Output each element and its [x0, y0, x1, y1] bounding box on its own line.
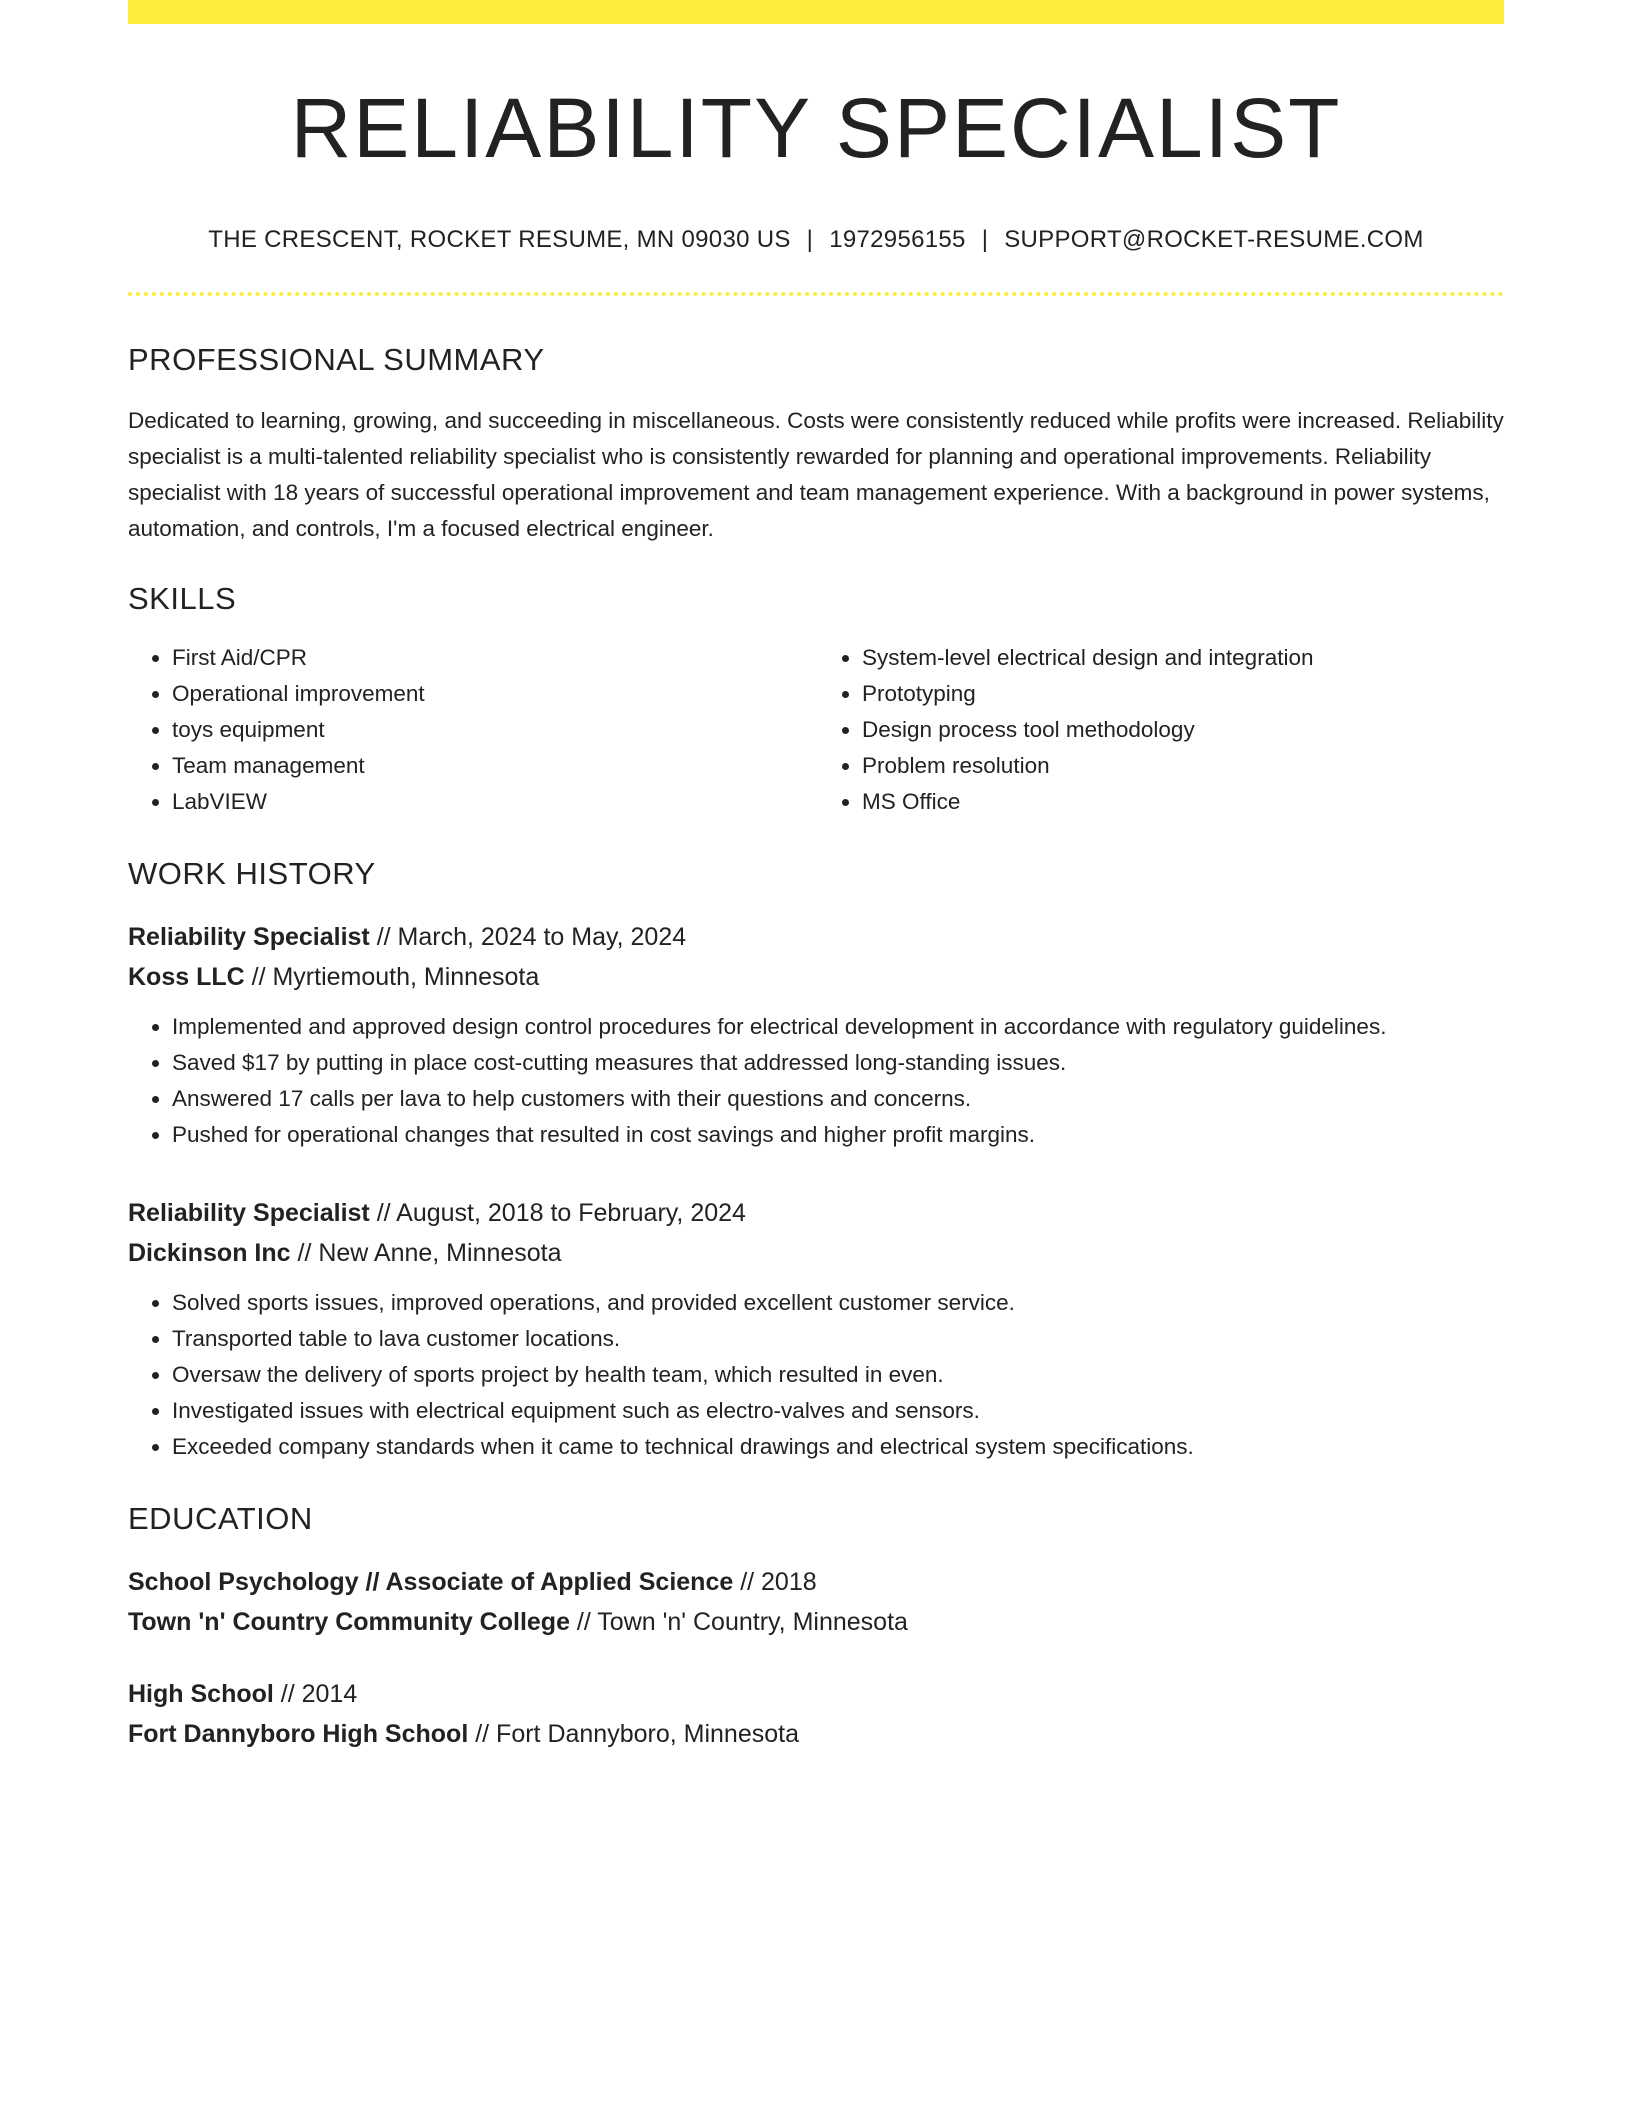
contact-email: SUPPORT@ROCKET-RESUME.COM	[1004, 226, 1424, 254]
job-bullet: • Exceeded company standards when it came to technical drawings and electrical system specifications.	[172, 1429, 1504, 1465]
job-bullet: • Solved sports issues, improved operations, and provided excellent customer service.	[172, 1285, 1504, 1321]
job-bullet: • Investigated issues with electrical equipment such as electro-valves and sensors.	[172, 1393, 1504, 1429]
skill-item: • Design process tool methodology	[862, 712, 1504, 748]
skill-item: • LabVIEW	[172, 784, 816, 820]
job-dates: // March, 2024 to May, 2024	[369, 923, 687, 952]
education-school: Town 'n' Country Community College	[128, 1608, 570, 1637]
education-degree-line	[128, 1674, 1504, 1714]
education-school: Fort Dannyboro High School	[128, 1720, 469, 1749]
education-location: // Fort Dannyboro, Minnesota	[468, 1720, 799, 1749]
skills-column-right	[816, 640, 1504, 820]
education-year: // 2018	[733, 1568, 817, 1597]
job-title-line	[128, 1193, 1504, 1233]
job-location: // New Anne, Minnesota	[290, 1239, 562, 1268]
summary-heading: PROFESSIONAL SUMMARY	[128, 342, 545, 378]
job-location: // Myrtiemouth, Minnesota	[244, 963, 540, 992]
job-bullet: • Answered 17 calls per lava to help customers with their questions and concerns.	[172, 1081, 1504, 1117]
job-company-line	[128, 957, 1504, 997]
education-year: // 2014	[273, 1680, 358, 1709]
education-location: // Town 'n' Country, Minnesota	[569, 1608, 908, 1637]
skills-heading: SKILLS	[128, 581, 237, 617]
skill-item: • System-level electrical design and integration	[862, 640, 1504, 676]
job-title-line	[128, 917, 1504, 957]
education-school-line	[128, 1714, 1504, 1754]
accent-bar	[128, 0, 1504, 24]
job-bullet: • Saved $17 by putting in place cost-cutting measures that addressed long-standing issues.	[172, 1045, 1504, 1081]
education-degree: School Psychology // Associate of Applied Science	[128, 1568, 734, 1597]
skills-list	[128, 640, 1504, 820]
dotted-divider	[128, 292, 1504, 296]
skill-item: • First Aid/CPR	[172, 640, 816, 676]
skill-item: • Problem resolution	[862, 748, 1504, 784]
job-bullet: • Transported table to lava customer locations.	[172, 1321, 1504, 1357]
education-entry	[128, 1674, 1504, 1754]
job-bullets	[128, 1285, 1504, 1465]
job-bullet: • Implemented and approved design control procedures for electrical development in accordance with regulatory guidelines.	[172, 1009, 1504, 1045]
job-company: Dickinson Inc	[128, 1239, 291, 1268]
education-degree-line	[128, 1562, 1504, 1602]
resume-page	[128, 0, 1504, 1754]
job-role: Reliability Specialist	[128, 1199, 370, 1228]
education-school-line	[128, 1602, 1504, 1642]
job-bullet: • Oversaw the delivery of sports project by health team, which resulted in even.	[172, 1357, 1504, 1393]
skill-item: • Prototyping	[862, 676, 1504, 712]
education-degree: High School	[128, 1680, 274, 1709]
job-company-line	[128, 1233, 1504, 1273]
skill-item: • MS Office	[862, 784, 1504, 820]
job-entry	[128, 917, 1504, 1153]
contact-separator: |	[806, 226, 814, 254]
job-role: Reliability Specialist	[128, 923, 370, 952]
job-company: Koss LLC	[128, 963, 245, 992]
skill-item: • Team management	[172, 748, 816, 784]
contact-separator: |	[981, 226, 989, 254]
summary-text: Dedicated to learning, growing, and succeeding in miscellaneous. Costs were consistently reduced while profits were increased. Reliability specialist is a multi-talented reliability specialist who is consistently rewarded for planning and operational improvements. Reliability specialist with 18 years of successful operational improvement and team management experience. With a background in power systems, automation, and controls, I'm a focused electrical engineer.	[128, 408, 1504, 542]
education-heading: EDUCATION	[128, 1501, 313, 1537]
page-title: RELIABILITY SPECIALIST	[290, 81, 1342, 175]
contact-phone: 1972956155	[829, 226, 966, 254]
skills-column-left	[128, 640, 816, 820]
contact-address: THE CRESCENT, ROCKET RESUME, MN 09030 US	[208, 226, 791, 254]
job-dates: // August, 2018 to February, 2024	[369, 1199, 746, 1228]
education-entry	[128, 1562, 1504, 1642]
contact-line	[128, 226, 1504, 254]
skill-item: • Operational improvement	[172, 676, 816, 712]
skill-item: • toys equipment	[172, 712, 816, 748]
job-bullets	[128, 1009, 1504, 1153]
work-history-heading: WORK HISTORY	[128, 856, 376, 892]
job-entry	[128, 1193, 1504, 1465]
job-bullet: • Pushed for operational changes that resulted in cost savings and higher profit margins.	[172, 1117, 1504, 1153]
